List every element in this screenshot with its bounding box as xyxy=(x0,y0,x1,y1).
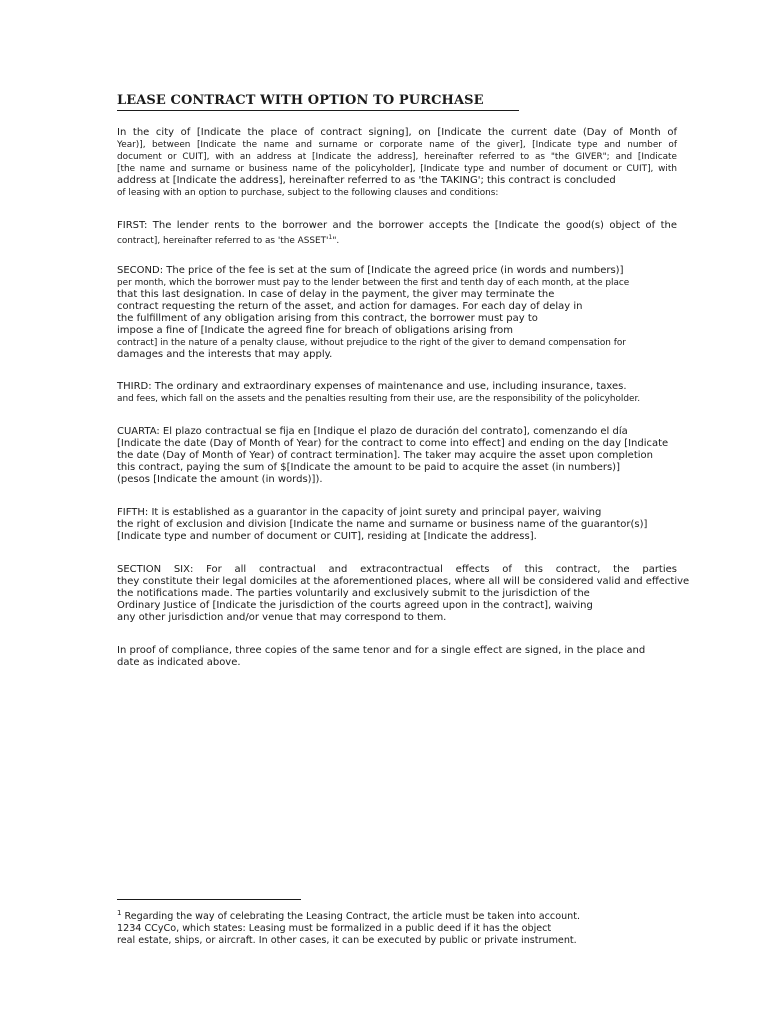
document-title: LEASE CONTRACT WITH OPTION TO PURCHASE xyxy=(117,93,519,111)
clause-fifth xyxy=(117,507,677,543)
text-line: [Indicate type and number of document or CUIT], residing at [Indicate the address]. xyxy=(117,531,537,542)
text-line: of leasing with an option to purchase, subject to the following clauses and conditions: xyxy=(117,188,499,198)
text-line: any other jurisdiction and/or venue that may correspond to them. xyxy=(117,612,447,623)
text-line: date as indicated above. xyxy=(117,657,241,668)
text-line: the notifications made. The parties voluntarily and exclusively submit to the jurisdiction of the xyxy=(117,588,590,599)
text-line: the fulfillment of any obligation arising from this contract, the borrower must pay to xyxy=(117,313,538,324)
text-line: THIRD: The ordinary and extraordinary expenses of maintenance and use, including insurance, taxes. xyxy=(117,381,627,392)
text-line: contract] in the nature of a penalty clause, without prejudice to the right of the giver to demand compensation for xyxy=(117,338,626,348)
text-line: In the city of [Indicate the place of contract signing], on [Indicate the current date (Day of Month of xyxy=(117,127,677,138)
clause-third xyxy=(117,381,677,405)
text-line: Ordinary Justice of [Indicate the jurisdiction of the courts agreed upon in the contract], waiving xyxy=(117,600,593,611)
text-line: FIRST: The lender rents to the borrower and the borrower accepts the [Indicate the good(s) object of the xyxy=(117,220,677,231)
clause-first xyxy=(117,220,677,247)
text-line: FIFTH: It is established as a guarantor in the capacity of joint surety and principal payer, waiving xyxy=(117,507,602,518)
text-line: the date (Day of Month of Year) of contract termination]. The taker may acquire the asset upon completion xyxy=(117,450,653,461)
text-line xyxy=(117,232,677,247)
text-line: per month, which the borrower must pay to the lender between the first and tenth day of each month, at the place xyxy=(117,278,630,288)
text-line: 1234 CCyCo, which states: Leasing must be formalized in a public deed if it has the object xyxy=(117,923,552,934)
clause-cuarta xyxy=(117,426,677,486)
text-line: that this last designation. In case of delay in the payment, the giver may terminate the xyxy=(117,289,555,300)
footnote-separator xyxy=(117,899,301,900)
text-line: address at [Indicate the address], hereinafter referred to as 'the TAKING'; this contract is concluded xyxy=(117,175,616,186)
text-line: contract requesting the return of the asset, and action for damages. For each day of delay in xyxy=(117,301,583,312)
text-line: they constitute their legal domiciles at the aforementioned places, where all will be considered valid and effective xyxy=(117,576,690,587)
clause-second xyxy=(117,265,677,361)
intro-paragraph xyxy=(117,127,677,199)
footnote-number: 1 xyxy=(117,909,122,917)
text-span: contract], hereinafter referred to as 'the ASSET' xyxy=(117,236,329,246)
text-line: document or CUIT], with an address at [Indicate the address], hereinafter referred to as "the GIVER"; and [Indicate xyxy=(117,152,677,162)
text-line: impose a fine of [Indicate the agreed fine for breach of obligations arising from xyxy=(117,325,514,336)
text-line: this contract, paying the sum of $[Indicate the amount to be paid to acquire the asset (in numbers)] xyxy=(117,462,620,473)
text-line: damages and the interests that may apply. xyxy=(117,349,333,360)
text-span: ". xyxy=(332,236,340,246)
text-line: SECOND: The price of the fee is set at the sum of [Indicate the agreed price (in words and numbers)] xyxy=(117,265,624,276)
text-line: [the name and surname or business name of the policyholder], [Indicate type and number of document or CUIT], with xyxy=(117,164,677,174)
text-line: and fees, which fall on the assets and the penalties resulting from their use, are the responsibility of the policyholder. xyxy=(117,394,641,404)
closing-paragraph xyxy=(117,645,677,669)
text-line: SECTION SIX: For all contractual and extracontractual effects of this contract, the parties xyxy=(117,564,677,575)
text-line: (pesos [Indicate the amount (in words)]). xyxy=(117,474,323,485)
clause-sixth xyxy=(117,564,690,624)
text-line: CUARTA: El plazo contractual se fija en [Indique el plazo de duración del contrato], comenzando el día xyxy=(117,426,628,437)
footnote-reference: 1 xyxy=(328,234,333,241)
footnote xyxy=(117,907,677,947)
text-line: In proof of compliance, three copies of the same tenor and for a single effect are signed, in the place and xyxy=(117,645,646,656)
text-line xyxy=(117,907,677,923)
text-line: [Indicate the date (Day of Month of Year) for the contract to come into effect] and ending on the day [Indicate xyxy=(117,438,669,449)
text-span: Regarding the way of celebrating the Leasing Contract, the article must be taken into account. xyxy=(124,911,581,922)
text-line: Year)], between [Indicate the name and surname or corporate name of the giver], [Indicate type and number of xyxy=(117,140,677,150)
text-line: real estate, ships, or aircraft. In other cases, it can be executed by public or private instrument. xyxy=(117,935,577,946)
text-line: the right of exclusion and division [Indicate the name and surname or business name of the guarantor(s)] xyxy=(117,519,648,530)
